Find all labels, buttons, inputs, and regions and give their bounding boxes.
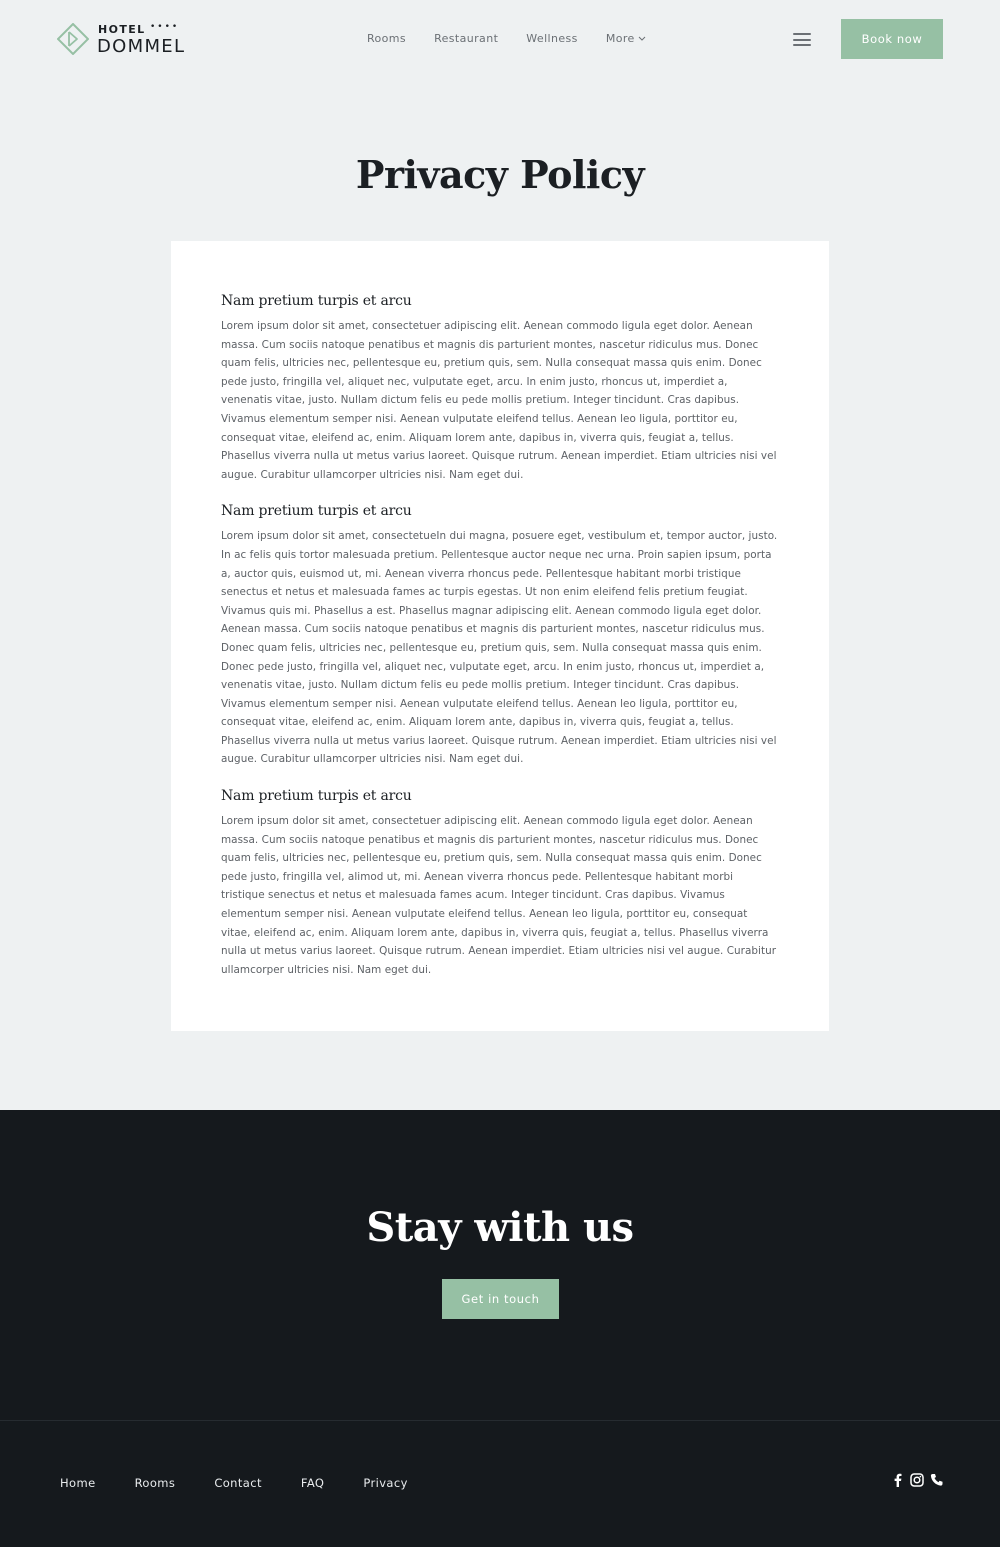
footer-nav [60,1476,447,1490]
book-now-button[interactable]: Book now [841,19,943,59]
section-heading: Nam pretium turpis et arcu [221,788,412,805]
cta-title: Stay with us [366,1204,634,1251]
policy-section [221,788,779,979]
section-heading: Nam pretium turpis et arcu [221,503,412,520]
site-footer [0,1110,1000,1547]
logo-stars: •••• [150,22,180,32]
main-nav [367,32,674,45]
policy-section [221,503,779,769]
hotel-logo[interactable] [57,22,197,58]
footer-link-home[interactable]: Home [60,1476,96,1490]
page-title: Privacy Policy [355,152,645,197]
footer-link-privacy[interactable]: Privacy [363,1476,408,1490]
nav-item-rooms[interactable]: Rooms [367,32,407,45]
section-body: Lorem ipsum dolor sit amet, consectetuer adipiscing elit. Aenean commodo ligula eget dolor. Aenean massa. Cum sociis natoque penatibus et magnis dis parturient montes, nascetur ridiculus mus. Donec quam felis, ultricies nec, pellentesque eu, pretium quis, sem. Nulla consequat massa quis enim. Donec pede justo, fringilla vel, aliquet nec, vulputate eget, arcu. In enim justo, rhoncus ut, imperdiet a, venenatis vitae, justo. Nullam dictum felis eu pede mollis pretium. Integer tincidunt. Cras dapibus. Vivamus elementum semper nisi. Aenean vulputate eleifend tellus. Aenean leo ligula, porttitor eu, consequat vitae, eleifend ac, enim. Aliquam lorem ante, dapibus in, viverra quis, feugiat a, tellus. Phasellus viverra nulla ut metus varius laoreet. Quisque rutrum. Aenean imperdiet. Etiam ultricies nisi vel augue. Curabitur ullamcorper ultricies nisi. Nam eget dui. [221,320,777,481]
footer-link-rooms[interactable]: Rooms [134,1476,176,1490]
section-body: Lorem ipsum dolor sit amet, consectetueIn dui magna, posuere eget, vestibulum et, tempor auctor, justo. In ac felis quis tortor malesuada pretium. Pellentesque auctor neque nec urna. Proin sapien ipsum, porta a, auctor quis, euismod ut, mi. Aenean viverra rhoncus pede. Pellentesque habitant morbi tristique senectus et netus et malesuada fames ac turpis egestas. Ut non enim eleifend felis pretium feugiat. Vivamus quis mi. Phasellus a est. Phasellus magnar adipiscing elit. Aenean commodo ligula eget dolor. Aenean massa. Cum sociis natoque penatibus et magnis dis parturient montes, nascetur ridiculus mus. Donec quam felis, ultricies nec, pellentesque eu, pretium quis, sem. Nulla consequat massa quis enim. Donec pede justo, fringilla vel, aliquet nec, vulputate eget, arcu. In enim justo, rhoncus ut, imperdiet a, venenatis vitae, justo. Nullam dictum felis eu pede mollis pretium. Integer tincidunt. Cras dapibus. Vivamus elementum semper nisi. Aenean vulputate eleifend tellus. Aenean leo ligula, porttitor eu, consequat vitae, eleifend ac, enim. Aliquam lorem ante, dapibus in, viverra quis, feugiat a, tellus. Phasellus viverra nulla ut metus varius laoreet. Quisque rutrum. Aenean imperdiet. Etiam ultricies nisi vel augue. Curabitur ullamcorper ultricies nisi. Nam eget dui. [221,530,778,766]
social-links [892,1473,943,1487]
chevron-down-icon [638,36,646,41]
nav-item-more[interactable] [606,32,646,45]
site-header [0,0,1000,80]
section-body: Lorem ipsum dolor sit amet, consectetuer adipiscing elit. Aenean commodo ligula eget dolor. Aenean massa. Cum sociis natoque penatibus et magnis dis parturient montes, nascetur ridiculus mus. Donec quam felis, ultricies nec, pellentesque eu, pretium quis, sem. Nulla consequat massa quis enim. Donec pede justo, fringilla vel, alimod ut, mi. Aenean viverra rhoncus pede. Pellentesque habitant morbi tristique senectus et netus et malesuada fames acum. Integer tincidunt. Cras dapibus. Vivamus elementum semper nisi. Aenean vulputate eleifend tellus. Aenean leo ligula, porttitor eu, consequat vitae, eleifend ac, enim. Aliquam lorem ante, dapibus in, viverra quis, feugiat a, tellus. Phasellus viverra nulla ut metus varius laoreet. Quisque rutrum. Aenean imperdiet. Etiam ultricies nisi vel augue. Curabitur ullamcorper ultricies nisi. Nam eget dui. [221,815,777,976]
footer-link-faq[interactable]: FAQ [300,1476,325,1490]
nav-more-label: More [605,32,635,45]
policy-content-card [171,241,829,1031]
policy-section [221,293,779,484]
facebook-icon[interactable] [892,1473,904,1487]
hamburger-menu-icon[interactable] [793,33,811,46]
nav-item-wellness[interactable]: Wellness [526,32,578,45]
phone-icon[interactable] [930,1473,943,1487]
logo-hotel-text: HOTEL [98,23,146,36]
logo-name-text: DOMMEL [97,36,186,57]
nav-item-restaurant[interactable]: Restaurant [434,32,499,45]
footer-divider [0,1420,1000,1421]
section-heading: Nam pretium turpis et arcu [221,293,412,309]
footer-link-contact[interactable]: Contact [214,1476,262,1490]
instagram-icon[interactable] [910,1473,924,1487]
logo-diamond-icon [57,23,89,55]
get-in-touch-button[interactable]: Get in touch [442,1279,559,1319]
